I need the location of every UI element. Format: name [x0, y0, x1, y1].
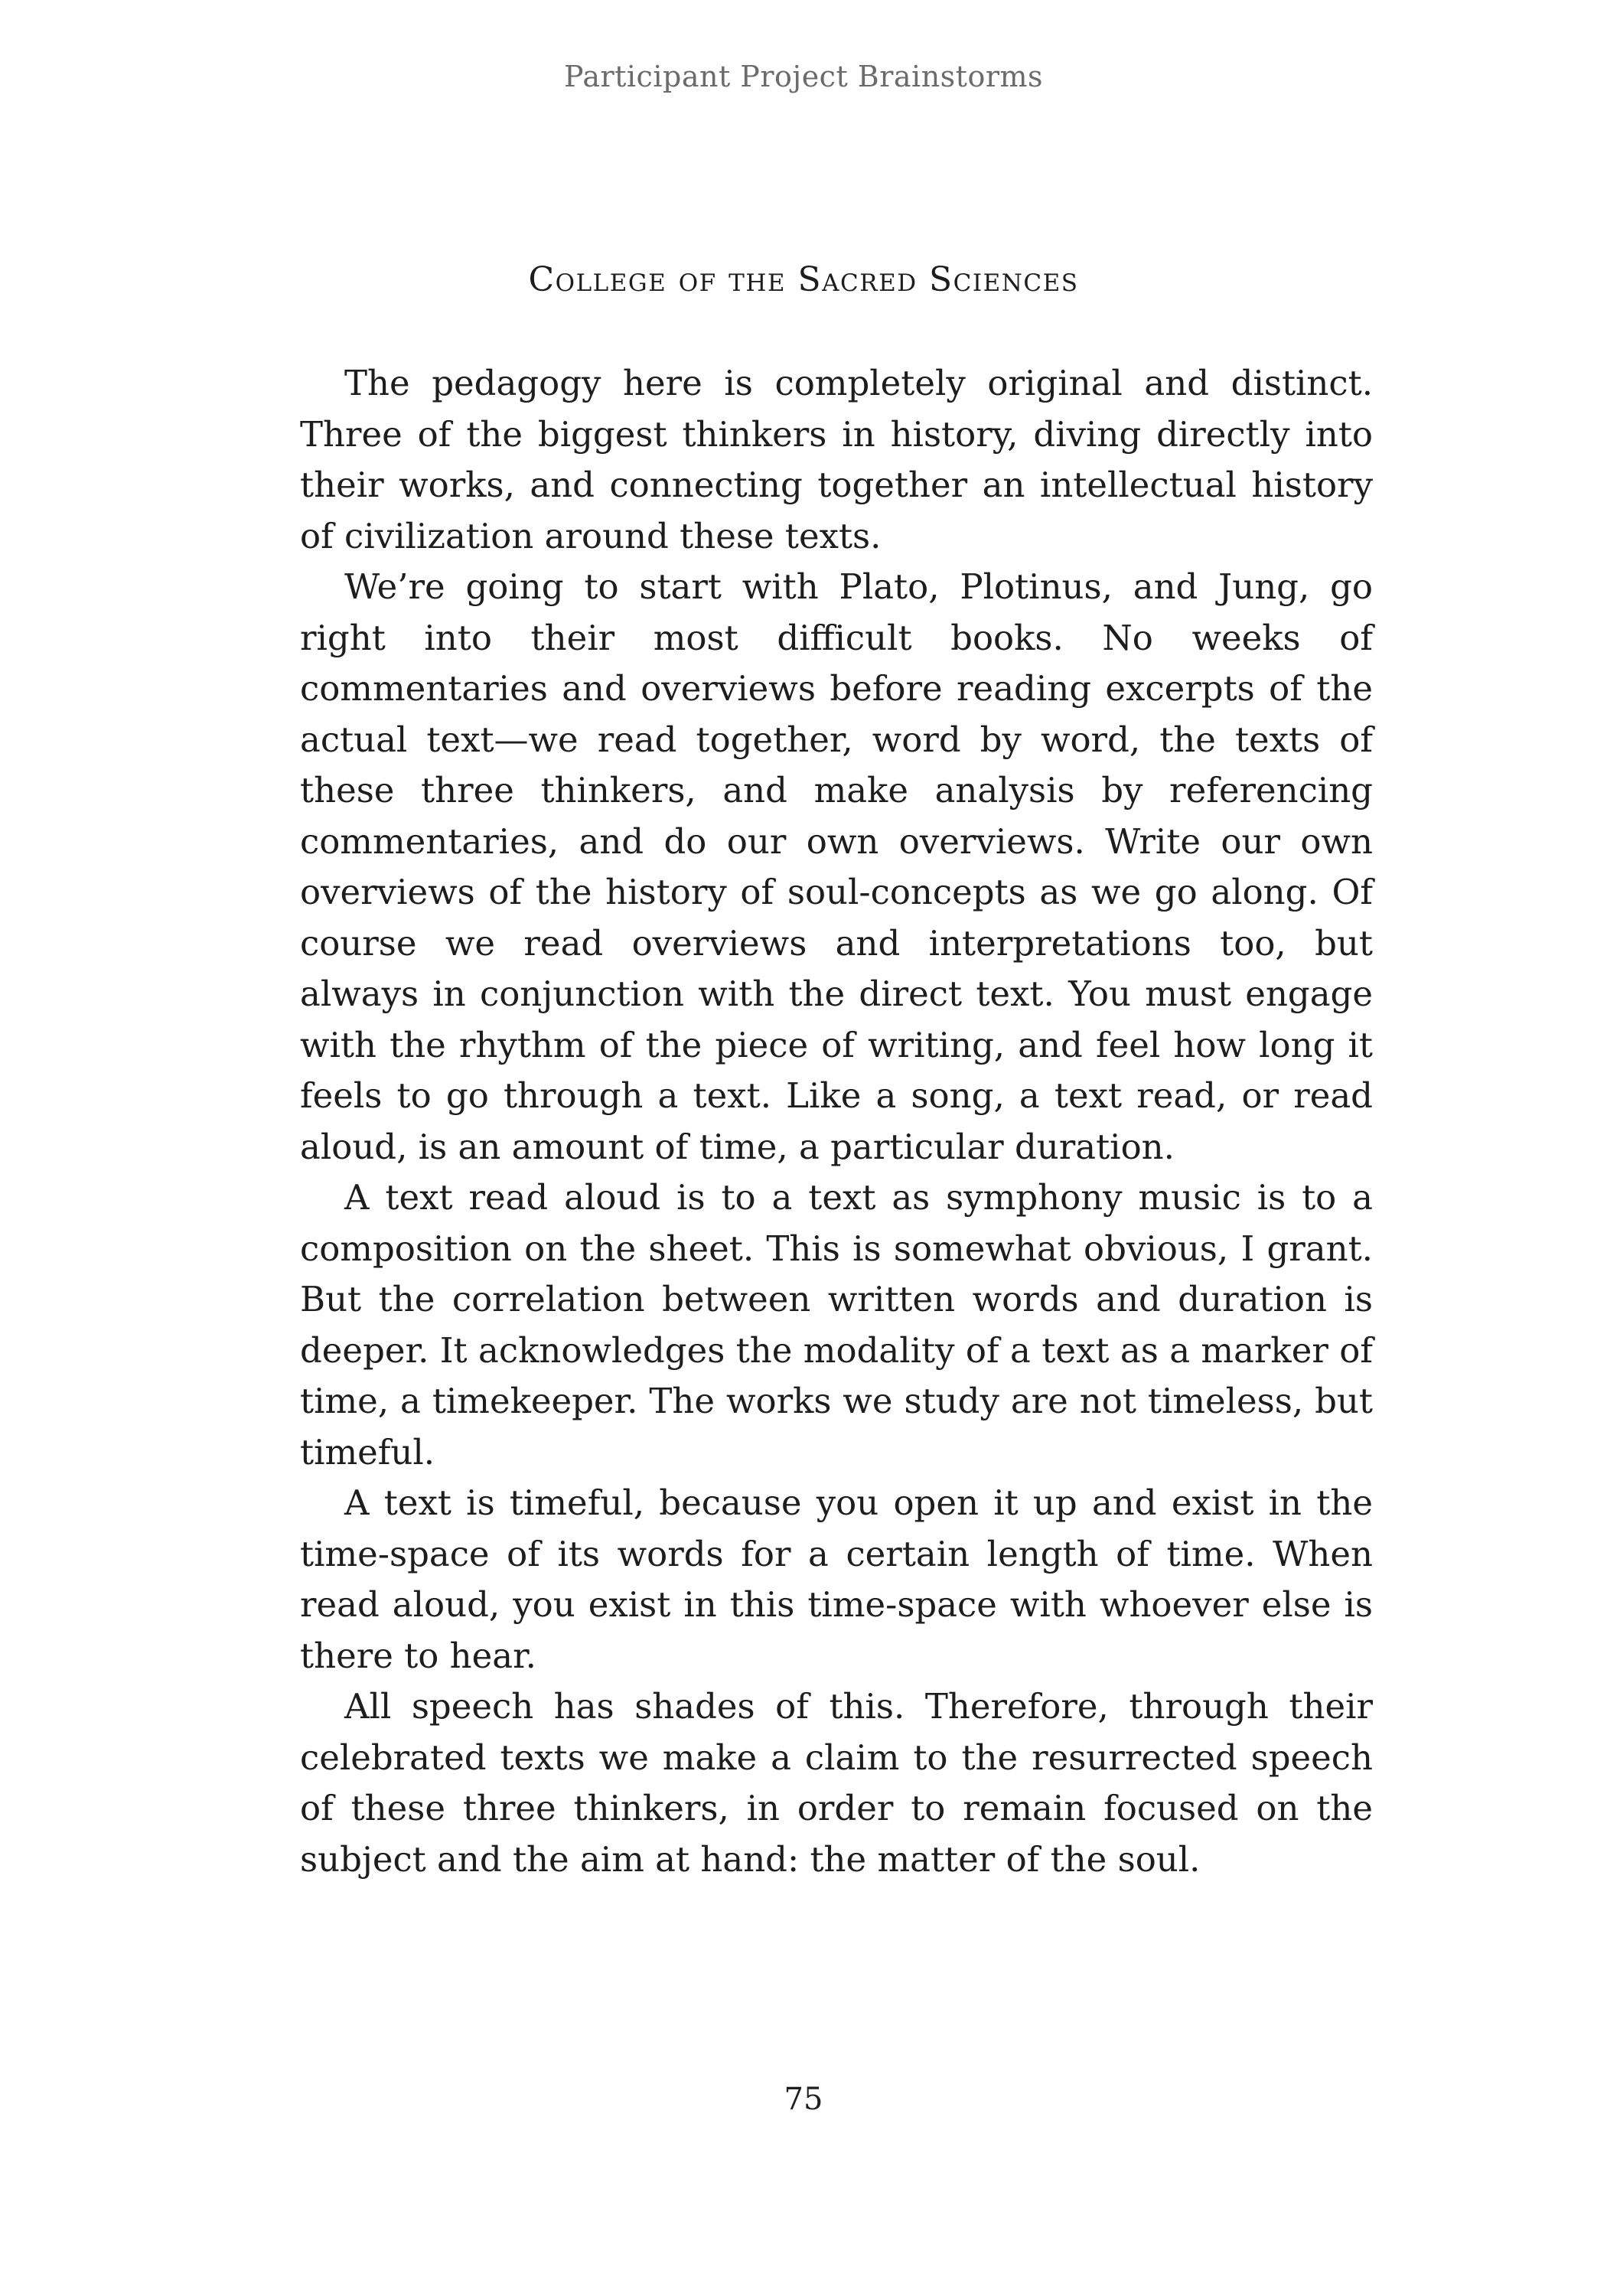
running-header: Participant Project Brainstorms — [563, 60, 1044, 93]
chapter-title: College of the Sacred Sciences — [528, 260, 1079, 299]
paragraph-5: All speech has shades of this. Therefore, through their celebrated texts we make a claim to the resurrected speech of these three thinkers, in order to remain focused on the subject and the aim at hand: the matter of the soul. — [300, 1686, 1373, 1880]
paragraph-3: A text read aloud is to a text as symphony music is to a composition on the sheet. This is somewhat obvious, I grant. But the correlation between written words and duration is deeper. It acknowledges the modality of a text as a marker of time, a timekeeper. The works we study are not timeless, but timeful. — [300, 1177, 1373, 1473]
paragraph-1: The pedagogy here is completely original and distinct. Three of the biggest thinkers in history, diving directly into their works, and connecting together an intellectual history of civilization around these texts. — [300, 363, 1373, 556]
page-number: 75 — [784, 2082, 823, 2117]
body-text — [300, 358, 1373, 1885]
paragraph-2: We’re going to start with Plato, Plotinus, and Jung, go right into their most difficult books. No weeks of commentaries and overviews before reading excerpts of the actual text—we read together, word by word, the texts of these three thinkers, and make analysis by referencing commentaries, and do our own overviews. Write our own overviews of the history of soul-concepts as we go along. Of course we read overviews and interpretations too, but always in conjunction with the direct text. You must engage with the rhythm of the piece of writing, and feel how long it feels to go through a text. Like a song, a text read, or read aloud, is an amount of time, a particular duration. — [300, 566, 1373, 1167]
paragraph-4: A text is timeful, because you open it up and exist in the time-space of its words for a certain length of time. When read aloud, you exist in this time-space with whoever else is there to hear. — [300, 1482, 1373, 1676]
